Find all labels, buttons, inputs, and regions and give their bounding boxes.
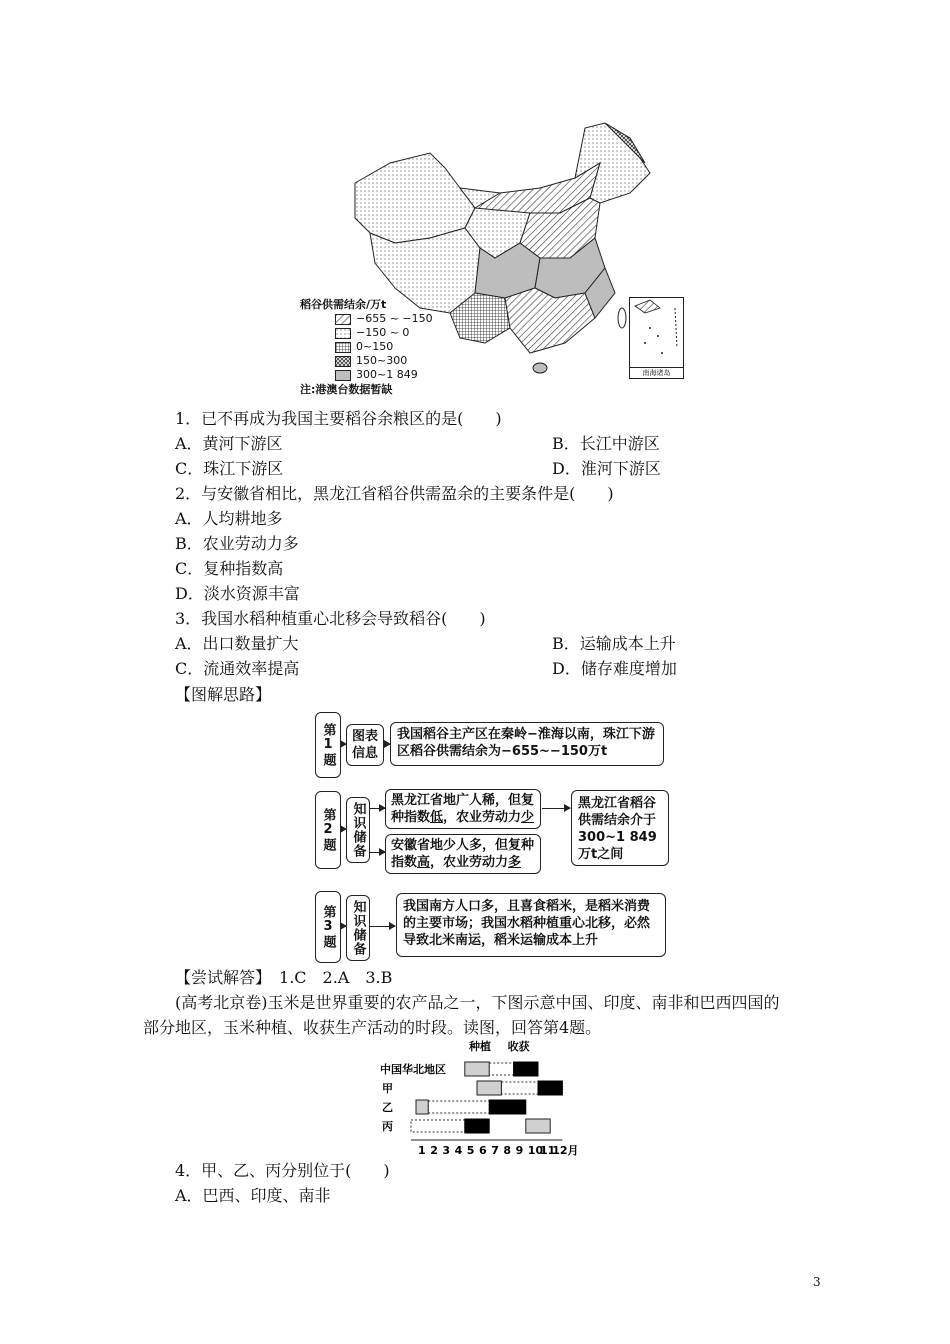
q1-option-b: B．长江中游区 — [552, 434, 660, 453]
x-tick-label: 12月 — [552, 1144, 579, 1157]
q2-stem: 2．与安徽省相比，黑龙江省稻谷供需盈余的主要条件是( ) — [175, 484, 614, 503]
q3-option-a: A．出口数量扩大 — [175, 634, 299, 653]
legend-title: 稻谷供需结余/万t — [300, 298, 387, 311]
t3-label: 第3题 — [315, 891, 341, 963]
row-label: 甲 — [382, 1082, 393, 1095]
legend-item: −150 ~ 0 — [335, 326, 433, 340]
q1-option-c: C．珠江下游区 — [175, 459, 284, 478]
xinjiang-region — [355, 153, 475, 243]
legend-item: 150~300 — [335, 354, 433, 368]
harvest-bar — [514, 1062, 538, 1076]
t1-label: 第1题 — [315, 712, 341, 778]
inset-caption: 南海诸岛 — [630, 367, 683, 378]
x-tick-label: 1 — [418, 1144, 426, 1157]
x-tick-label: 7 — [491, 1144, 499, 1157]
harvest-bar — [465, 1119, 489, 1133]
thinking-heading: 【图解思路】 — [175, 685, 272, 704]
q2-option-d: D．淡水资源丰富 — [175, 584, 300, 603]
t2-anhui: 安徽省地少人多，但复种指数高，农业劳动力多 — [385, 834, 541, 874]
x-tick-label: 10 — [527, 1144, 544, 1157]
legend-item: −655 ~ −150 — [335, 312, 433, 326]
planting-bar — [526, 1119, 550, 1133]
map-note: 注:港澳台数据暂缺 — [300, 383, 393, 396]
growth-period — [489, 1063, 513, 1075]
planting-bar — [465, 1062, 489, 1076]
q1-option-d: D．淮河下游区 — [552, 459, 661, 478]
taiwan-island — [618, 308, 626, 328]
x-tick-label: 5 — [466, 1144, 475, 1157]
south-china-region — [505, 288, 595, 353]
hainan-island — [533, 363, 547, 373]
legend-item: 300~1 849 — [335, 368, 433, 382]
answers: 【尝试解答】 1.C 2.A 3.B — [175, 968, 393, 987]
row-label: 丙 — [382, 1120, 393, 1133]
q4-stem: 4．甲、乙、丙分别位于( ) — [175, 1161, 390, 1180]
q3-stem: 3．我国水稻种植重心北移会导致稻谷( ) — [175, 609, 486, 628]
legend-item: 0~150 — [335, 340, 433, 354]
t2-tag: 知识储备 — [346, 797, 370, 863]
inset-map-graphic — [630, 298, 683, 364]
corn-calendar-chart — [380, 1040, 610, 1160]
page-number: 3 — [813, 1275, 821, 1289]
x-tick-label: 2 — [430, 1144, 438, 1157]
q1-stem: 1．已不再成为我国主要稻谷余粮区的是( ) — [175, 409, 502, 428]
x-tick-label: 6 — [479, 1144, 487, 1157]
growth-period — [428, 1101, 489, 1113]
x-tick-label: 11 — [540, 1144, 556, 1157]
row-label: 乙 — [382, 1101, 393, 1114]
t3-tag: 知识储备 — [346, 895, 370, 961]
harvest-bar — [489, 1100, 526, 1114]
arrow-icon — [383, 744, 390, 745]
harvest-bar — [538, 1081, 562, 1095]
gantt-svg — [380, 1040, 610, 1160]
q2-option-b: B．农业劳动力多 — [175, 534, 299, 553]
x-tick-label: 4 — [454, 1144, 463, 1157]
q2-option-a: A．人均耕地多 — [175, 509, 283, 528]
arrow-icon — [542, 808, 570, 809]
t1-tag: 图表信息 — [346, 724, 384, 766]
q3-option-d: D．储存难度增加 — [552, 659, 677, 678]
arrow-icon — [369, 852, 385, 853]
growth-period — [411, 1120, 465, 1132]
x-tick-label: 3 — [442, 1144, 451, 1157]
x-tick-label: 8 — [503, 1144, 512, 1157]
q4-option-a: A．巴西、印度、南非 — [175, 1186, 331, 1205]
intro-line-2: 部分地区，玉米种植、收获生产活动的时段。读图，回答第4题。 — [143, 1018, 602, 1037]
south-sea-inset — [629, 297, 684, 379]
t2-heilongjiang: 黑龙江省地广人稀，但复种指数低，农业劳动力少 — [385, 789, 541, 829]
q2-option-c: C．复种指数高 — [175, 559, 284, 578]
row-label: 中国华北地区 — [380, 1063, 446, 1076]
arrow-icon — [369, 808, 385, 809]
growth-period — [501, 1082, 538, 1094]
legend-harvest: 收获 — [507, 1040, 530, 1053]
x-tick-label: 9 — [515, 1144, 524, 1157]
q1-option-a: A．黄河下游区 — [175, 434, 283, 453]
planting-bar — [416, 1100, 428, 1114]
t1-text: 我国稻谷主产区在秦岭−淮海以南，珠江下游 区稻谷供需结余为−655~−150万t — [390, 722, 664, 766]
legend-planting: 种植 — [469, 1040, 491, 1053]
map-legend — [300, 298, 433, 397]
q3-option-b: B．运输成本上升 — [552, 634, 676, 653]
t3-text: 我国南方人口多，且喜食稻米，是稻米消费的主要市场；我国水稻种植重心北移，必然导致北米南运，稻米运输成本上升 — [396, 893, 666, 957]
arrow-icon — [369, 926, 395, 927]
t2-result: 黑龙江省稻谷供需结余介于300~1 849万t之间 — [571, 790, 669, 866]
intro-line-1: (高考北京卷)玉米是世界重要的农产品之一，下图示意中国、印度、南非和巴西四国的 — [175, 993, 780, 1012]
q3-option-c: C．流通效率提高 — [175, 659, 300, 678]
t2-label: 第2题 — [315, 791, 341, 869]
planting-bar — [477, 1081, 501, 1095]
